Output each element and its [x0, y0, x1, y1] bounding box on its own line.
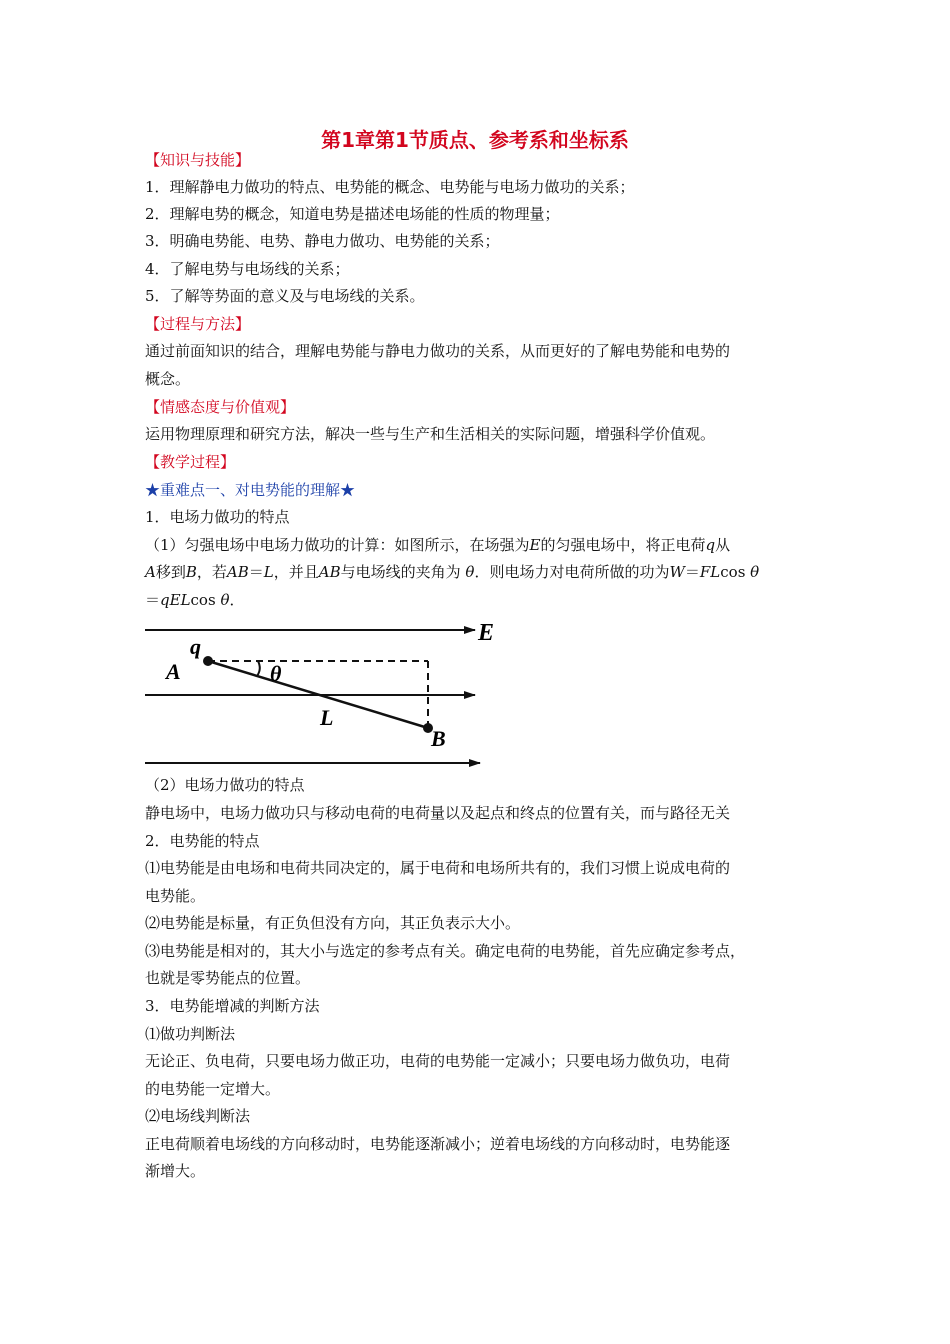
paragraph-text: 正电荷顺着电场线的方向移动时，电势能逐渐减小；逆着电场线的方向移动时，电势能逐 — [145, 1135, 731, 1153]
knowledge-item: 1．理解静电力做功的特点、电势能的概念、电势能与电场力做功的关系； — [145, 178, 635, 196]
page-title: 第1章第1节质点、参考系和坐标系 — [321, 128, 629, 152]
text-run: ＝ — [145, 591, 161, 609]
symbol-FL: FL — [699, 563, 721, 581]
paragraph-heading: 3．电势能增减的判断方法 — [145, 997, 320, 1015]
process-text: 概念。 — [145, 370, 191, 388]
paragraph-heading: 2．电势能的特点 — [145, 832, 260, 850]
text-run: 的匀强电场中，将正电荷 — [540, 536, 706, 554]
symbol-A: A — [145, 563, 156, 581]
point-A — [203, 656, 213, 666]
symbol-theta: θ — [220, 591, 230, 609]
symbol-AB: AB — [226, 563, 249, 581]
text-run: cos — [190, 591, 221, 609]
paragraph-subheading: ⑴做功判断法 — [145, 1025, 236, 1043]
text-run: ＝ — [248, 563, 264, 581]
text-run: ，并且 — [273, 563, 319, 581]
knowledge-item: 5．了解等势面的意义及与电场线的关系。 — [145, 287, 425, 305]
process-text: 通过前面知识的结合，理解电势能与静电力做功的关系，从而更好的了解电势能和电势的 — [145, 342, 731, 360]
label-E: E — [478, 620, 495, 646]
paragraph-subheading: ⑵电场线判断法 — [145, 1107, 251, 1125]
text-run: cos — [720, 563, 751, 581]
paragraph-text: 也就是零势能点的位置。 — [145, 969, 311, 987]
attitude-text: 运用物理原理和研究方法，解决一些与生产和生活相关的实际问题，增强科学价值观。 — [145, 425, 716, 443]
paragraph-text: ⑴电势能是由电场和电荷共同决定的，属于电荷和电场所共有的，我们习惯上说成电荷的 — [145, 859, 731, 877]
text-run: 与电场线的夹角为 — [340, 563, 466, 581]
electric-field-figure — [140, 618, 520, 773]
text-run: ． — [229, 591, 245, 609]
knowledge-heading: 【知识与技能】 — [145, 151, 251, 169]
text-run: ．则电场力对电荷所做的功为 — [474, 563, 670, 581]
symbol-AB: AB — [318, 563, 341, 581]
label-B: B — [431, 726, 446, 751]
knowledge-item: 3．明确电势能、电势、静电力做功、电势能的关系； — [145, 232, 500, 250]
symbol-qEL: qEL — [160, 591, 191, 609]
work-formula-line-2 — [145, 562, 759, 582]
label-q: q — [190, 634, 201, 659]
paragraph-heading: 1．电场力做功的特点 — [145, 508, 290, 526]
text-run: （1）匀强电场中电场力做功的计算：如图所示，在场强为 — [145, 536, 530, 554]
teaching-heading: 【教学过程】 — [145, 453, 236, 471]
label-theta: θ — [270, 661, 282, 686]
symbol-E: E — [529, 536, 541, 554]
text-run: 移到 — [155, 563, 186, 581]
paragraph-text: 的电势能一定增大。 — [145, 1080, 281, 1098]
text-run: 从 — [715, 536, 731, 554]
work-formula-line-1 — [145, 535, 730, 555]
knowledge-item: 4．了解电势与电场线的关系； — [145, 260, 350, 278]
attitude-heading: 【情感态度与价值观】 — [145, 398, 296, 416]
label-L: L — [320, 705, 334, 730]
text-run: ，若 — [196, 563, 227, 581]
text-run: ＝ — [684, 563, 700, 581]
symbol-B: B — [185, 563, 197, 581]
symbol-theta: θ — [750, 563, 760, 581]
paragraph-text: 电势能。 — [145, 887, 206, 905]
paragraph-text: 无论正、负电荷，只要电场力做正功，电荷的电势能一定减小；只要电场力做负功，电荷 — [145, 1052, 731, 1070]
key-point-heading: ★重难点一、对电势能的理解★ — [145, 481, 356, 499]
paragraph-text: 渐增大。 — [145, 1162, 206, 1180]
symbol-theta: θ — [465, 563, 475, 581]
symbol-W: W — [669, 563, 685, 581]
paragraph-subheading: （2）电场力做功的特点 — [145, 776, 305, 794]
process-heading: 【过程与方法】 — [145, 315, 251, 333]
label-A: A — [166, 659, 181, 684]
paragraph-text: ⑵电势能是标量，有正负但没有方向，其正负表示大小。 — [145, 914, 521, 932]
work-formula-line-3 — [145, 590, 244, 610]
paragraph-text: ⑶电势能是相对的，其大小与选定的参考点有关。确定电荷的电势能，首先应确定参考点， — [145, 942, 746, 960]
knowledge-item: 2．理解电势的概念，知道电势是描述电场能的性质的物理量； — [145, 205, 560, 223]
symbol-L: L — [263, 563, 274, 581]
symbol-q: q — [705, 536, 716, 554]
angle-arc — [257, 661, 260, 676]
paragraph-text: 静电场中，电场力做功只与移动电荷的电荷量以及起点和终点的位置有关，而与路径无关 — [145, 804, 731, 822]
